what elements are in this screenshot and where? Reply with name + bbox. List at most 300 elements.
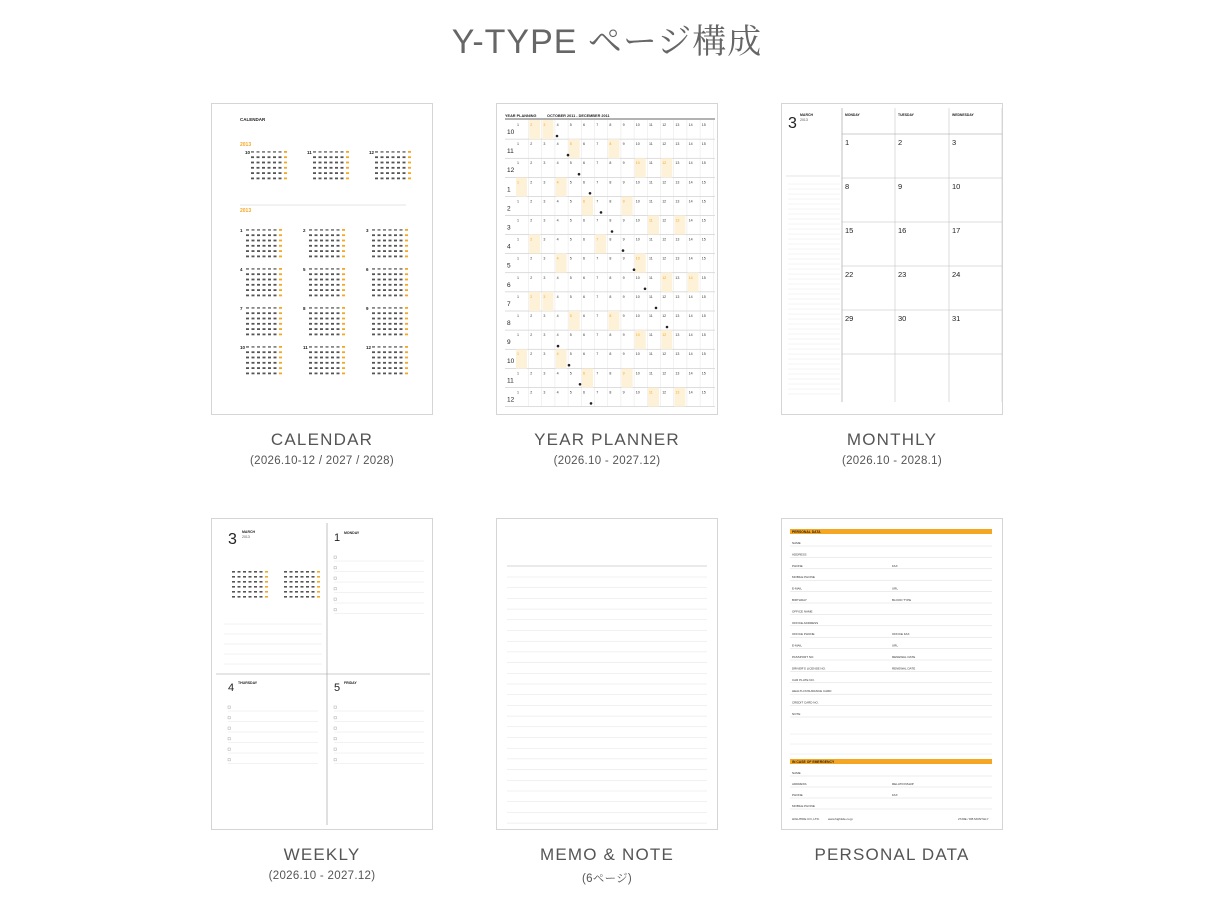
weekly-day-number: 1 — [334, 532, 341, 544]
year-planner-day: 13 — [675, 314, 680, 318]
year-planner-day: 1 — [517, 294, 519, 299]
year-planner-day: 13 — [675, 333, 680, 338]
year-planner-day: 7 — [596, 237, 599, 242]
calendar-day-mark — [326, 229, 329, 231]
calendar-day-mark — [375, 156, 378, 158]
calendar-day-mark — [337, 229, 340, 231]
calendar-day-mark — [389, 229, 392, 231]
calendar-day-mark — [394, 334, 397, 336]
monthly-date: 10 — [952, 182, 961, 191]
calendar-day-mark — [394, 245, 397, 247]
calendar-day-mark — [252, 268, 255, 270]
calendar-day-mark — [405, 357, 408, 359]
weekly-checkbox — [334, 609, 336, 611]
weekly-mini-cal-mark — [265, 581, 268, 583]
year-planner-day: 11 — [649, 161, 653, 166]
calendar-day-mark — [331, 323, 334, 325]
year-planner-day: 11 — [649, 275, 653, 280]
calendar-day-mark — [262, 178, 265, 180]
year-planner-day: 12 — [662, 199, 667, 204]
calendar-day-mark — [246, 268, 249, 270]
weekly-checkbox — [228, 759, 230, 761]
year-planner-day: 1 — [517, 237, 519, 242]
calendar-day-mark — [263, 295, 266, 297]
calendar-day-mark — [279, 167, 282, 169]
calendar-day-mark — [246, 250, 249, 252]
calendar-day-mark — [309, 268, 312, 270]
monthly-month-name: MARCH — [800, 113, 814, 117]
calendar-day-mark — [279, 240, 282, 242]
weekly-mini-cal-mark — [290, 591, 293, 593]
monthly-date: 3 — [952, 138, 957, 147]
year-planner-day: 3 — [543, 199, 546, 204]
calendar-day-mark — [372, 367, 375, 369]
calendar-day-mark — [394, 279, 397, 281]
card-subtitle: (2026.10 - 2028.1) — [841, 455, 943, 467]
year-planner-day: 3 — [543, 294, 546, 299]
calendar-day-mark — [263, 323, 266, 325]
calendar-day-mark — [309, 229, 312, 231]
personal-field-label: FAX — [892, 563, 898, 568]
calendar-day-mark — [342, 240, 345, 242]
weekly-mini-cal-mark — [238, 591, 241, 593]
calendar-day-mark — [246, 256, 249, 258]
moon-phase-dot — [556, 135, 559, 138]
weekly-checkbox — [228, 748, 230, 750]
calendar-day-mark — [246, 312, 249, 314]
weekly-mini-cal-mark — [301, 571, 304, 573]
calendar-day-mark — [252, 245, 255, 247]
calendar-day-mark — [405, 256, 408, 258]
year-planner-day: 9 — [622, 237, 625, 242]
calendar-page-thumbnail[interactable] — [211, 103, 433, 415]
year-planner-day: 6 — [583, 161, 585, 166]
calendar-day-mark — [263, 312, 266, 314]
calendar-day-mark — [279, 256, 282, 258]
calendar-day-mark — [330, 167, 333, 169]
weekly-checkbox — [334, 577, 336, 579]
calendar-day-mark — [372, 229, 375, 231]
year-planner-day: 10 — [635, 256, 640, 261]
year-planner-day: 15 — [701, 333, 706, 338]
calendar-day-mark — [378, 229, 381, 231]
calendar-day-mark — [372, 289, 375, 291]
calendar-day-mark — [408, 172, 411, 174]
calendar-day-mark — [383, 234, 386, 236]
weekly-mini-cal-mark — [290, 596, 293, 598]
calendar-day-mark — [400, 284, 403, 286]
calendar-day-mark — [309, 307, 312, 309]
calendar-day-mark — [246, 351, 249, 353]
calendar-day-mark — [279, 234, 282, 236]
weekly-mini-cal-mark — [312, 586, 315, 588]
weekly-mini-cal-mark — [301, 596, 304, 598]
year-planner-day: 11 — [649, 390, 653, 395]
calendar-day-mark — [335, 151, 338, 153]
calendar-day-mark — [309, 373, 312, 375]
weekly-checkbox — [228, 727, 230, 729]
calendar-day-mark — [320, 357, 323, 359]
calendar-day-mark — [279, 312, 282, 314]
memo-note-page-thumbnail[interactable] — [496, 518, 718, 830]
calendar-day-mark — [263, 268, 266, 270]
weekly-mini-cal-mark — [295, 596, 298, 598]
calendar-day-mark — [252, 318, 255, 320]
year-planner-day: 3 — [543, 237, 546, 242]
year-planner-day: 6 — [583, 123, 585, 127]
calendar-day-mark — [331, 367, 334, 369]
year-planner-day: 1 — [517, 199, 519, 204]
calendar-day-mark — [263, 273, 266, 275]
monthly-date: 29 — [845, 314, 854, 323]
calendar-day-mark — [372, 268, 375, 270]
personal-field-label: CAR PLATE NO. — [792, 677, 815, 682]
personal-field-label: RELATIONSHIP — [892, 782, 914, 786]
calendar-day-mark — [405, 234, 408, 236]
calendar-year-label: 2013 — [240, 142, 252, 148]
calendar-day-mark — [274, 362, 277, 364]
calendar-day-mark — [274, 328, 277, 330]
calendar-day-mark — [268, 351, 271, 353]
calendar-day-mark — [320, 351, 323, 353]
year-planner-page-thumbnail[interactable] — [496, 103, 718, 415]
weekly-page-thumbnail[interactable] — [211, 518, 433, 830]
year-planner-day: 2 — [530, 123, 533, 127]
calendar-day-mark — [337, 328, 340, 330]
calendar-day-mark — [252, 250, 255, 252]
calendar-day-mark — [389, 373, 392, 375]
year-planner-day: 11 — [649, 371, 653, 376]
calendar-day-mark — [372, 318, 375, 320]
calendar-day-mark — [341, 172, 344, 174]
calendar-day-mark — [251, 162, 254, 164]
calendar-day-mark — [341, 151, 344, 153]
calendar-day-mark — [320, 284, 323, 286]
calendar-day-mark — [274, 367, 277, 369]
weekly-month-name: MARCH — [242, 530, 256, 534]
calendar-day-mark — [257, 312, 260, 314]
calendar-day-mark — [268, 346, 271, 348]
calendar-day-mark — [372, 362, 375, 364]
calendar-day-mark — [400, 245, 403, 247]
calendar-day-mark — [330, 156, 333, 158]
calendar-day-mark — [389, 357, 392, 359]
calendar-day-mark — [383, 256, 386, 258]
calendar-day-mark — [252, 323, 255, 325]
year-planner-day: 6 — [583, 237, 585, 242]
calendar-day-mark — [274, 250, 277, 252]
year-planner-day: 9 — [622, 352, 625, 357]
year-planner-day: 5 — [569, 123, 572, 127]
calendar-day-mark — [279, 328, 282, 330]
calendar-day-mark — [319, 167, 322, 169]
calendar-day-mark — [383, 373, 386, 375]
calendar-day-mark — [257, 323, 260, 325]
year-planner-day: 9 — [622, 199, 625, 204]
calendar-day-mark — [386, 172, 389, 174]
calendar-day-mark — [394, 346, 397, 348]
moon-phase-dot — [644, 288, 647, 291]
calendar-day-mark — [389, 240, 392, 242]
year-planner-day: 1 — [517, 180, 519, 185]
weekly-checkbox — [334, 706, 336, 708]
calendar-day-mark — [337, 318, 340, 320]
year-planner-day: 8 — [609, 161, 612, 166]
calendar-day-mark — [315, 289, 318, 291]
year-planner-thumbnail-graphic — [497, 104, 717, 414]
weekly-mini-cal-mark — [260, 586, 263, 588]
personal-field-label: NAME — [792, 771, 801, 775]
calendar-day-mark — [386, 162, 389, 164]
calendar-day-mark — [320, 240, 323, 242]
calendar-day-mark — [389, 284, 392, 286]
calendar-day-mark — [274, 334, 277, 336]
weekly-mini-cal-mark — [249, 596, 252, 598]
calendar-day-mark — [372, 373, 375, 375]
calendar-day-mark — [372, 351, 375, 353]
weekly-mini-cal-mark — [238, 576, 241, 578]
year-planner-heading: YEAR PLANNING — [505, 114, 537, 118]
calendar-day-mark — [378, 373, 381, 375]
calendar-day-mark — [263, 234, 266, 236]
calendar-day-mark — [389, 234, 392, 236]
calendar-day-mark — [389, 312, 392, 314]
calendar-day-mark — [383, 250, 386, 252]
calendar-day-mark — [378, 357, 381, 359]
weekly-mini-cal-mark — [260, 596, 263, 598]
calendar-day-mark — [337, 284, 340, 286]
calendar-day-mark — [375, 178, 378, 180]
calendar-day-mark — [383, 357, 386, 359]
calendar-day-mark — [378, 284, 381, 286]
calendar-day-mark — [394, 240, 397, 242]
year-planner-day: 1 — [517, 218, 519, 223]
calendar-day-mark — [342, 307, 345, 309]
calendar-day-mark — [383, 367, 386, 369]
personal-footer-left: HIGHTIDE CO.,LTD. — [792, 817, 820, 821]
calendar-day-mark — [341, 156, 344, 158]
calendar-day-mark — [315, 234, 318, 236]
calendar-day-mark — [337, 240, 340, 242]
calendar-day-mark — [326, 323, 329, 325]
calendar-day-mark — [331, 245, 334, 247]
year-planner-day: 9 — [622, 314, 625, 318]
year-planner-day: 11 — [649, 180, 653, 185]
calendar-day-mark — [274, 268, 277, 270]
calendar-day-mark — [383, 273, 386, 275]
calendar-day-mark — [372, 273, 375, 275]
calendar-day-mark — [405, 362, 408, 364]
year-planner-day: 3 — [543, 314, 546, 318]
year-planner-day: 10 — [635, 161, 640, 166]
calendar-day-mark — [263, 250, 266, 252]
calendar-day-mark — [315, 318, 318, 320]
calendar-day-mark — [372, 334, 375, 336]
year-planner-day: 14 — [688, 161, 693, 166]
calendar-day-mark — [326, 234, 329, 236]
calendar-day-mark — [252, 289, 255, 291]
calendar-day-mark — [279, 362, 282, 364]
calendar-day-mark — [252, 307, 255, 309]
year-planner-day: 4 — [556, 218, 559, 223]
year-planner-day: 15 — [701, 123, 706, 127]
monthly-date: 2 — [898, 138, 903, 147]
calendar-day-mark — [263, 351, 266, 353]
calendar-day-mark — [319, 172, 322, 174]
year-planner-month: 6 — [507, 281, 511, 289]
calendar-day-mark — [246, 279, 249, 281]
year-planner-day: 11 — [649, 218, 653, 223]
calendar-day-mark — [372, 295, 375, 297]
year-planner-day: 11 — [649, 333, 653, 338]
calendar-day-mark — [246, 323, 249, 325]
calendar-day-mark — [274, 351, 277, 353]
calendar-day-mark — [342, 245, 345, 247]
year-planner-day: 6 — [583, 218, 585, 223]
year-planner-day: 15 — [701, 256, 706, 261]
calendar-day-mark — [337, 357, 340, 359]
weekly-mini-cal-mark — [254, 576, 257, 578]
calendar-day-mark — [268, 367, 271, 369]
calendar-day-mark — [320, 268, 323, 270]
calendar-day-mark — [315, 256, 318, 258]
calendar-day-mark — [400, 318, 403, 320]
calendar-day-mark — [392, 151, 395, 153]
year-planner-month: 3 — [507, 224, 511, 232]
year-planner-day: 3 — [543, 180, 546, 185]
calendar-day-mark — [324, 172, 327, 174]
year-planner-month: 4 — [507, 243, 511, 251]
calendar-day-mark — [273, 151, 276, 153]
weekly-day-name: FRIDAY — [344, 681, 357, 685]
calendar-month-number: 3 — [366, 228, 369, 233]
monthly-date: 22 — [845, 270, 854, 279]
weekly-mini-cal-mark — [232, 586, 235, 588]
calendar-day-mark — [378, 334, 381, 336]
calendar-day-mark — [378, 346, 381, 348]
calendar-day-mark — [335, 167, 338, 169]
calendar-day-mark — [378, 250, 381, 252]
calendar-day-mark — [389, 362, 392, 364]
calendar-day-mark — [383, 229, 386, 231]
weekly-mini-cal-mark — [295, 581, 298, 583]
calendar-day-mark — [262, 151, 265, 153]
year-planner-day: 12 — [662, 390, 667, 395]
calendar-day-mark — [405, 273, 408, 275]
calendar-day-mark — [342, 312, 345, 314]
weekly-mini-cal-mark — [301, 581, 304, 583]
weekly-mini-cal-mark — [317, 576, 320, 578]
year-planner-day: 15 — [701, 218, 706, 223]
weekly-mini-cal-mark — [243, 586, 246, 588]
year-planner-day: 14 — [688, 314, 693, 318]
weekly-month-number: 3 — [228, 531, 237, 548]
personal-data-page-thumbnail[interactable] — [781, 518, 1003, 830]
calendar-day-mark — [378, 307, 381, 309]
weekly-mini-cal-mark — [254, 586, 257, 588]
calendar-day-mark — [372, 256, 375, 258]
weekly-checkbox — [334, 727, 336, 729]
year-planner-day: 2 — [530, 275, 533, 280]
calendar-day-mark — [268, 172, 271, 174]
calendar-day-mark — [309, 250, 312, 252]
calendar-day-mark — [378, 328, 381, 330]
year-planner-day: 11 — [649, 294, 653, 299]
calendar-day-mark — [389, 351, 392, 353]
calendar-day-mark — [309, 312, 312, 314]
calendar-day-mark — [346, 178, 349, 180]
year-planner-day: 9 — [622, 142, 625, 147]
monthly-date: 16 — [898, 226, 907, 235]
calendar-day-mark — [252, 279, 255, 281]
calendar-day-mark — [284, 167, 287, 169]
calendar-day-mark — [320, 318, 323, 320]
year-planner-day: 8 — [609, 180, 612, 185]
calendar-year-label: 2013 — [240, 208, 252, 214]
calendar-day-mark — [337, 256, 340, 258]
moon-phase-dot — [611, 230, 614, 233]
calendar-day-mark — [397, 151, 400, 153]
calendar-day-mark — [252, 284, 255, 286]
year-planner-day: 15 — [701, 390, 706, 395]
calendar-day-mark — [263, 318, 266, 320]
calendar-day-mark — [313, 178, 316, 180]
weekly-mini-cal-mark — [284, 581, 287, 583]
year-planner-day: 12 — [662, 237, 667, 242]
calendar-day-mark — [405, 284, 408, 286]
calendar-day-mark — [268, 256, 271, 258]
year-planner-day: 8 — [609, 218, 612, 223]
monthly-page-thumbnail[interactable] — [781, 103, 1003, 415]
personal-footer-mid: www.hightide.co.jp — [828, 817, 853, 821]
calendar-day-mark — [320, 307, 323, 309]
calendar-day-mark — [274, 273, 277, 275]
calendar-day-mark — [331, 268, 334, 270]
weekly-mini-cal-mark — [249, 586, 252, 588]
weekly-mini-cal-mark — [306, 571, 309, 573]
personal-field-label: E-MAIL — [792, 643, 803, 648]
year-planner-day: 15 — [701, 371, 706, 376]
weekly-day-name: MONDAY — [344, 531, 360, 535]
calendar-day-mark — [372, 307, 375, 309]
monthly-weekday: MONDAY — [845, 113, 860, 117]
year-planner-day: 10 — [635, 180, 640, 185]
calendar-day-mark — [268, 318, 271, 320]
year-planner-day: 2 — [530, 199, 533, 204]
calendar-day-mark — [400, 334, 403, 336]
calendar-day-mark — [405, 328, 408, 330]
calendar-day-mark — [279, 156, 282, 158]
calendar-day-mark — [394, 307, 397, 309]
calendar-day-mark — [251, 151, 254, 153]
calendar-day-mark — [257, 295, 260, 297]
calendar-day-mark — [263, 328, 266, 330]
calendar-day-mark — [408, 167, 411, 169]
calendar-day-mark — [342, 373, 345, 375]
calendar-day-mark — [268, 178, 271, 180]
calendar-day-mark — [315, 268, 318, 270]
moon-phase-dot — [568, 364, 571, 367]
calendar-day-mark — [257, 229, 260, 231]
weekly-mini-cal-mark — [232, 591, 235, 593]
year-planner-day: 12 — [662, 256, 667, 261]
weekly-mini-cal-mark — [306, 596, 309, 598]
calendar-day-mark — [342, 268, 345, 270]
calendar-day-mark — [392, 162, 395, 164]
calendar-day-mark — [324, 167, 327, 169]
weekly-mini-cal-mark — [249, 591, 252, 593]
calendar-day-mark — [274, 295, 277, 297]
